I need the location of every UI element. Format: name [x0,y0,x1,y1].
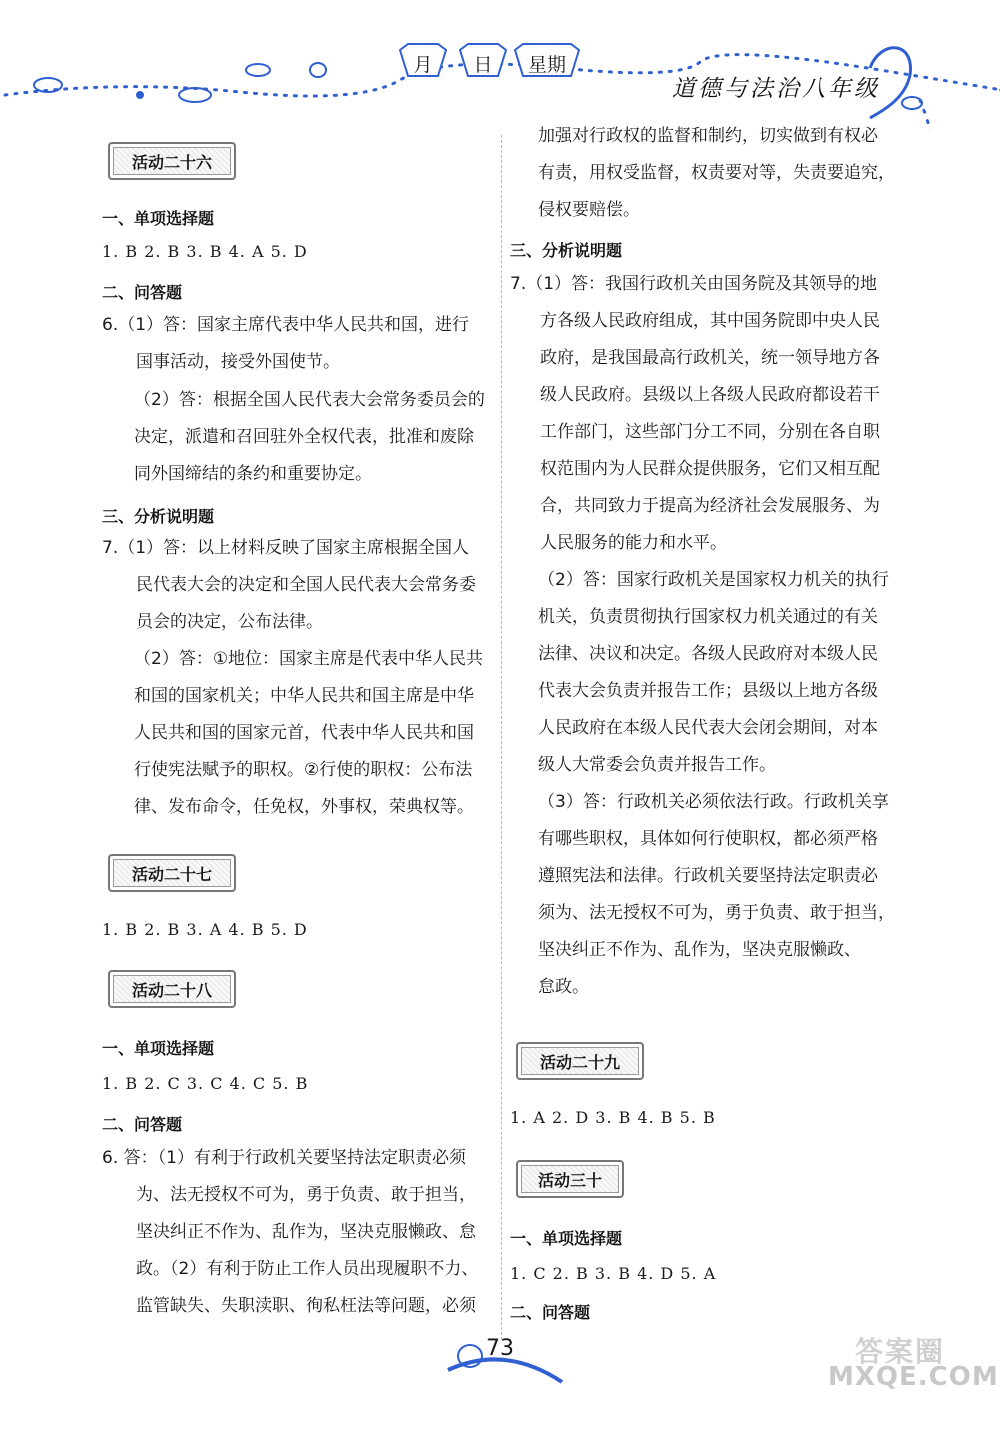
text-line: 有责，用权受监督，权责要对等，失责要追究， [538,163,895,183]
text-line: 坚决纠正不作为、乱作为，坚决克服懒政、怠 [136,1222,476,1242]
text-line: 人民共和国的国家元首，代表中华人民共和国 [134,723,474,743]
text-line: 6.（1）答：国家主席代表中华人民共和国，进行 [102,315,470,335]
text-line: 权范围内为人民群众提供服务，它们又相互配 [540,459,880,479]
text-line: 和国的国家机关；中华人民共和国主席是中华 [134,686,474,706]
text-line: 7.（1）答：以上材料反映了国家主席根据全国人 [102,538,470,558]
text-line: 侵权要赔偿。 [538,200,640,220]
text-line: 决定，派遣和召回驻外全权代表，批准和废除 [134,427,474,447]
text-line: 级人大常委会负责并报告工作。 [538,755,776,775]
text-line: 人民政府在本级人民代表大会闭会期间，对本 [538,718,878,738]
answer-line: 1. B 2. C 3. C 4. C 5. B [102,1074,309,1093]
text-line: 方各级人民政府组成，其中国务院即中央人民 [540,311,880,331]
date-day-label: 日 [473,53,493,76]
text-line: 人民服务的能力和水平。 [540,533,727,553]
date-month-label: 月 [413,53,433,76]
text-line: 遵照宪法和法律。行政机关要坚持法定职责必 [538,866,878,886]
text-line: 有哪些职权，具体如何行使职权，都必须严格 [538,829,878,849]
column-divider [501,135,502,1340]
text-line: 同外国缔结的条约和重要协定。 [134,464,372,484]
answer-paragraph [538,562,910,784]
text-line: 政。（2）有利于防止工作人员出现履职不力、 [136,1259,479,1279]
subject-title: 道德与法治八年级 [672,76,880,102]
answer-paragraph [134,382,498,493]
answer-line: 1. B 2. B 3. B 4. A 5. D [102,242,308,261]
text-line: （2）答：①地位：国家主席是代表中华人民共 [134,649,484,669]
text-line: 7.（1）答：我国行政机关由国务院及其领导的地 [510,274,878,294]
text-line: 机关，负责贯彻执行国家权力机关通过的有关 [538,607,878,627]
text-line: 须为、法无授权不可为，勇于负责、敢于担当， [538,903,895,923]
section-heading: 二、问答题 [102,283,183,302]
text-line: （2）答：根据全国人民代表大会常务委员会的 [134,390,485,410]
text-line: 6. 答：（1）有利于行政机关要坚持法定职责必须 [102,1148,466,1168]
text-line: 坚决纠正不作为、乱作为，坚决克服懒政、 [538,940,861,960]
text-line: （2）答：国家行政机关是国家权力机关的执行 [538,570,889,590]
page-header [0,0,1000,130]
text-line: 行使宪法赋予的职权。②行使的职权：公布法 [134,760,473,780]
activity-30-title: 活动三十 [516,1160,624,1198]
answer-line: 1. A 2. D 3. B 4. B 5. B [510,1108,716,1127]
answer-paragraph [102,530,498,641]
section-heading: 三、分析说明题 [510,241,623,260]
section-heading: 二、问答题 [510,1303,591,1322]
answer-paragraph [102,307,498,381]
answer-line: 1. C 2. B 3. B 4. D 5. A [510,1264,717,1283]
section-heading: 一、单项选择题 [102,1039,215,1058]
section-heading: 三、分析说明题 [102,507,215,526]
watermark-url: MXQE.COM [828,1362,999,1392]
text-line: 法律、决议和决定。各级人民政府对本级人民 [538,644,878,664]
text-line: 加强对行政权的监督和制约，切实做到有权必 [538,126,878,146]
answer-paragraph [134,641,498,826]
text-line: 律、发布命令，任免权，外事权，荣典权等。 [134,797,474,817]
section-heading: 二、问答题 [102,1115,183,1134]
text-line: 工作部门，这些部门分工不同，分别在各自职 [540,422,880,442]
answer-paragraph [508,118,910,229]
text-line: 怠政。 [538,977,589,997]
activity-27-title: 活动二十七 [108,854,236,892]
activity-29-title: 活动二十九 [516,1042,644,1080]
answer-paragraph [538,784,910,1006]
text-line: 级人民政府。县级以上各级人民政府都设若干 [540,385,880,405]
text-line: 代表大会负责并报告工作；县级以上地方各级 [538,681,878,701]
section-heading: 一、单项选择题 [510,1229,623,1248]
text-line: 民代表大会的决定和全国人民代表大会常务委 [136,575,476,595]
activity-26-title: 活动二十六 [108,142,236,180]
answer-line: 1. B 2. B 3. A 4. B 5. D [102,920,308,939]
text-line: 监管缺失、失职渎职、徇私枉法等问题，必须 [136,1296,476,1316]
text-line: 政府，是我国最高行政机关，统一领导地方各 [540,348,880,368]
text-line: 为、法无授权不可为，勇于负责、敢于担当， [136,1185,476,1205]
text-line: 国事活动，接受外国使节。 [136,352,340,372]
text-line: 合，共同致力于提高为经济社会发展服务、为 [540,496,880,516]
watermark-logo: 答案圈 [855,1335,946,1368]
text-line: （3）答：行政机关必须依法行政。行政机关享 [538,792,889,812]
activity-28-title: 活动二十八 [108,970,236,1008]
date-weekday-label: 星期 [527,53,566,76]
text-line: 员会的决定，公布法律。 [136,612,323,632]
section-heading: 一、单项选择题 [102,209,215,228]
answer-paragraph [510,266,910,562]
answer-paragraph [102,1140,498,1325]
page-number: 73 [486,1336,514,1361]
